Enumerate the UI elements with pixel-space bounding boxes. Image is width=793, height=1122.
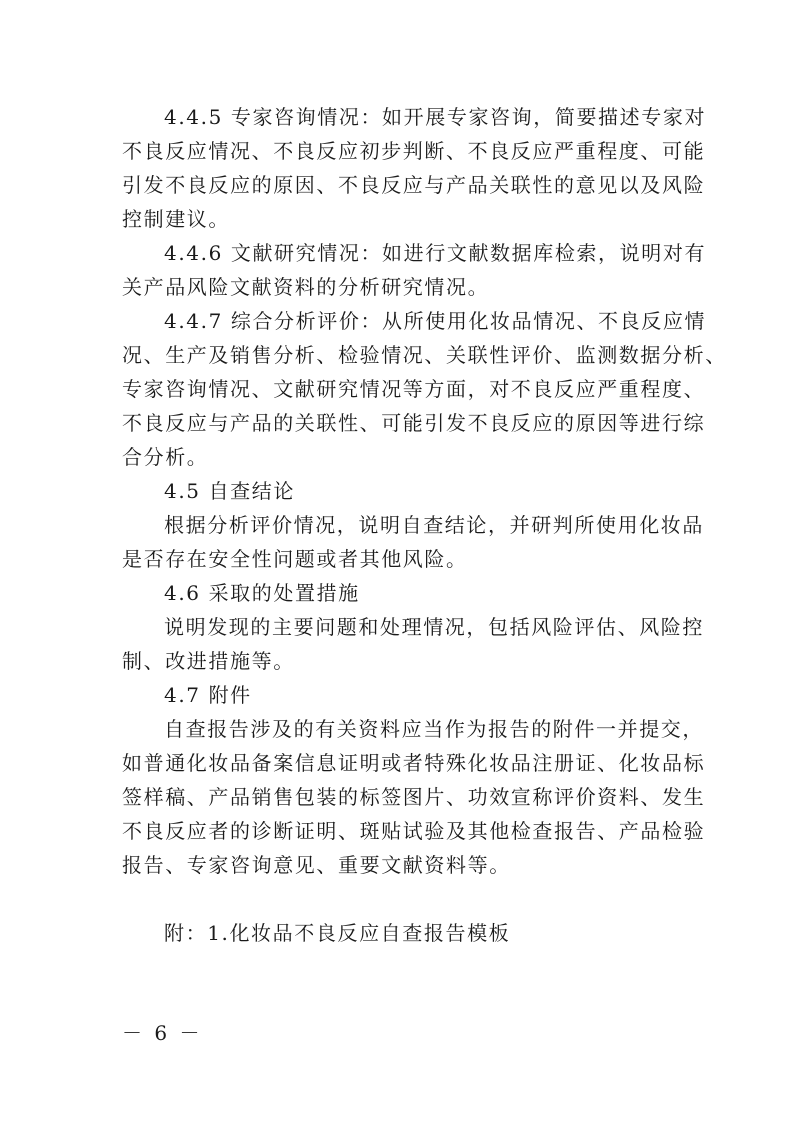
paragraph-line: 说明发现的主要问题和处理情况，包括风险评估、风险控	[164, 615, 704, 639]
paragraph-line: 报告、专家咨询意见、重要文献资料等。	[122, 853, 511, 877]
paragraph-line: 关产品风险文献资料的分析研究情况。	[122, 275, 490, 299]
paragraph-line: 4.4.6 文献研究情况：如进行文献数据库检索，说明对有	[164, 241, 707, 265]
paragraph-line: 4.4.7 综合分析评价：从所使用化妆品情况、不良反应情	[164, 309, 707, 333]
paragraph-line: 控制建议。	[122, 207, 230, 231]
paragraph-line: 合分析。	[122, 445, 209, 469]
paragraph-line: 如普通化妆品备案信息证明或者特殊化妆品注册证、化妆品标	[122, 751, 706, 775]
page-number: － 6 －	[122, 1021, 203, 1045]
section-heading: 4.6 采取的处置措施	[164, 581, 360, 605]
section-heading: 4.5 自查结论	[164, 479, 295, 503]
paragraph-line: 不良反应者的诊断证明、斑贴试验及其他检查报告、产品检验	[122, 819, 706, 843]
paragraph-line: 签样稿、产品销售包装的标签图片、功效宣称评价资料、发生	[122, 785, 706, 809]
paragraph-line: 专家咨询情况、文献研究情况等方面，对不良反应严重程度、	[122, 377, 706, 401]
section-heading: 4.7 附件	[164, 683, 252, 707]
paragraph-line: 自查报告涉及的有关资料应当作为报告的附件一并提交，	[164, 717, 704, 741]
paragraph-line: 4.4.5 专家咨询情况：如开展专家咨询，简要描述专家对	[164, 105, 707, 129]
paragraph-line: 根据分析评价情况，说明自查结论，并研判所使用化妆品	[164, 513, 704, 537]
paragraph-line: 引发不良反应的原因、不良反应与产品关联性的意见以及风险	[122, 173, 706, 197]
paragraph-line: 是否存在安全性问题或者其他风险。	[122, 547, 468, 571]
paragraph-line: 制、改进措施等。	[122, 649, 295, 673]
paragraph-line: 况、生产及销售分析、检验情况、关联性评价、监测数据分析、	[122, 343, 727, 367]
paragraph-line: 不良反应情况、不良反应初步判断、不良反应严重程度、可能	[122, 139, 706, 163]
attachment-note: 附：1.化妆品不良反应自查报告模板	[164, 921, 511, 945]
paragraph-line: 不良反应与产品的关联性、可能引发不良反应的原因等进行综	[122, 411, 706, 435]
